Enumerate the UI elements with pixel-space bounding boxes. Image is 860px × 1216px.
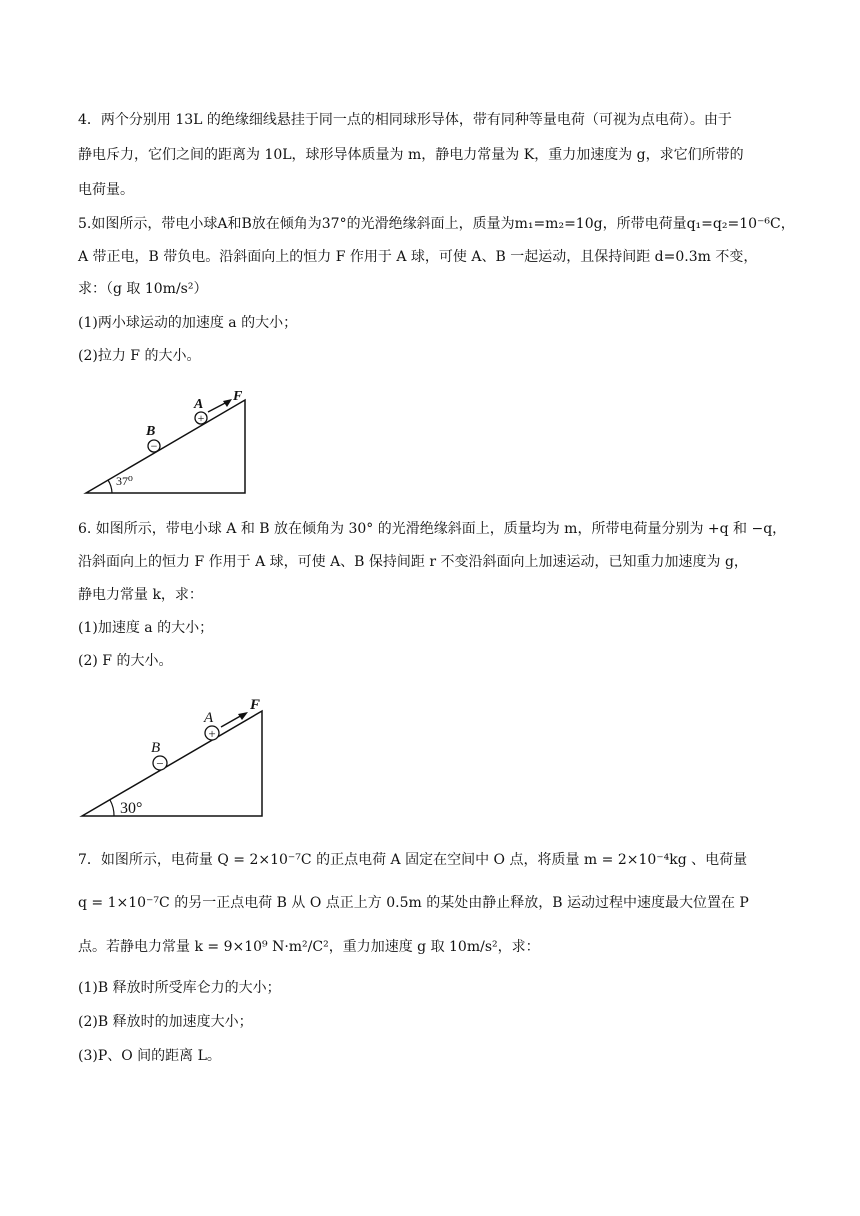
incline-37-figure — [80, 385, 260, 500]
angle-arc — [110, 800, 114, 816]
ball-a-charge: + — [197, 411, 205, 425]
label-b: B — [146, 424, 156, 439]
angle-arc — [108, 480, 112, 493]
p7-line-3: 点。若静电力常量 k = 9×10⁹ N·m²/C²，重力加速度 g 取 10m/s²，求： — [78, 939, 540, 955]
p5-question-2: (2)拉力 F 的大小。 — [78, 348, 201, 364]
label-b: B — [151, 740, 161, 756]
p6-line-1: 6. 如图所示，带电小球 A 和 B 放在倾角为 30° 的光滑绝缘斜面上，质量均为 m，所带电荷量分别为 +q 和 −q， — [78, 521, 787, 537]
label-f: F — [233, 389, 243, 404]
label-a: A — [204, 710, 214, 726]
p5-question-1: (1)两小球运动的加速度 a 的大小； — [78, 315, 298, 331]
p4-line-1: 4．两个分别用 13L 的绝缘细线悬挂于同一点的相同球形导体，带有同种等量电荷（可视为点电荷）。由于 — [78, 112, 732, 128]
p7-line-1: 7．如图所示，电荷量 Q = 2×10⁻⁷C 的正点电荷 A 固定在空间中 O 点，将质量 m = 2×10⁻⁴kg 、电荷量 — [78, 852, 748, 868]
ball-a-charge: + — [208, 726, 216, 741]
p4-line-3: 电荷量。 — [78, 182, 134, 198]
force-arrowhead — [223, 399, 232, 407]
incline-30-figure — [78, 693, 278, 823]
label-f: F — [250, 697, 261, 713]
ball-b-charge: − — [150, 439, 158, 453]
p6-line-2: 沿斜面向上的恒力 F 作用于 A 球，可使 A、B 保持间距 r 不变沿斜面向上加速运动，已知重力加速度为 g， — [78, 554, 748, 570]
p7-question-3: (3)P、O 间的距离 L。 — [78, 1048, 221, 1064]
force-arrowhead — [238, 712, 248, 720]
ball-b-charge: − — [156, 756, 164, 771]
p7-question-2: (2)B 释放时的加速度大小； — [78, 1014, 253, 1030]
p4-line-2: 静电斥力，它们之间的距离为 10L，球形导体质量为 m，静电力常量为 K，重力加速度为 g，求它们所带的 — [78, 147, 744, 163]
p6-line-3: 静电力常量 k，求： — [78, 587, 203, 603]
p5-line-3: 求：（g 取 10m/s²） — [78, 281, 208, 297]
p7-line-2: q = 1×10⁻⁷C 的另一正点电荷 B 从 O 点正上方 0.5m 的某处由静止释放，B 运动过程中速度最大位置在 P — [78, 895, 749, 911]
p7-question-1: (1)B 释放时所受库仑力的大小； — [78, 980, 281, 996]
incline-triangle — [82, 711, 262, 816]
angle-label: 30° — [120, 800, 143, 817]
label-a: A — [194, 397, 204, 412]
p6-question-2: (2) F 的大小。 — [78, 653, 173, 669]
p6-question-1: (1)加速度 a 的大小； — [78, 620, 214, 636]
p5-line-2: A 带正电，B 带负电。沿斜面向上的恒力 F 作用于 A 球，可使 A、B 一起运动，且保持间距 d=0.3m 不变， — [78, 249, 758, 265]
incline-triangle — [86, 400, 245, 493]
angle-label: 37⁰ — [116, 474, 133, 488]
p5-line-1: 5.如图所示，带电小球A和B放在倾角为37°的光滑绝缘斜面上，质量为m₁=m₂=10g，所带电荷量q₁=q₂=10⁻⁶C， — [78, 216, 795, 232]
